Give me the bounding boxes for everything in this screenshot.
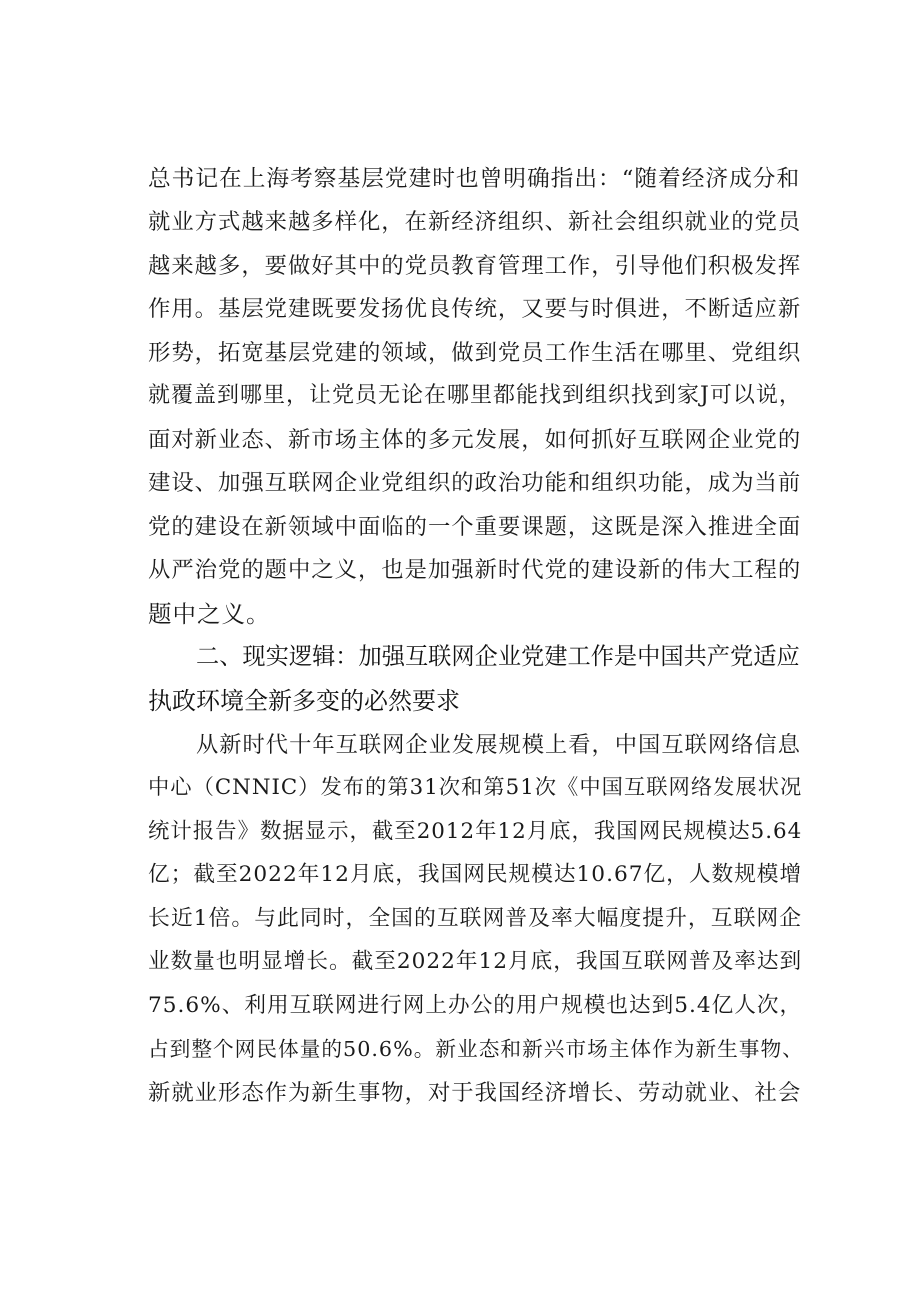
paragraph-line: 从新时代十年互联网企业发展规模上看，中国互联网络信息 (196, 732, 801, 758)
paragraph-line: 中心（CNNIC）发布的第31次和第51次《中国互联网络发展状况 (148, 775, 803, 800)
paragraph-line: 新就业形态作为新生事物，对于我国经济增长、劳动就业、社会 (148, 1080, 802, 1106)
heading-line: 执政环境全新多变的必然要求 (148, 687, 460, 715)
paragraph-line: 亿；截至2022年12月底，我国网民规模达10.67亿，人数规模增 (148, 862, 803, 887)
paragraph-line: 面对新业态、新市场主体的多元发展，如何抓好互联网企业党的 (148, 427, 802, 453)
paragraph-line: 统计报告》数据显示，截至2012年12月底，我国网民规模达5.64 (148, 819, 803, 844)
paragraph-line: 建设、加强互联网企业党组织的政治功能和组织功能，成为当前 (148, 470, 802, 496)
paragraph-line: 业数量也明显增长。截至2022年12月底，我国互联网普及率达到 (148, 949, 803, 974)
paragraph-line: 就覆盖到哪里，让党员无论在哪里都能找到组织找到家J可以说， (148, 383, 802, 408)
paragraph-line: 就业方式越来越多样化，在新经济组织、新社会组织就业的党员 (148, 209, 802, 235)
paragraph-line: 越来越多，要做好其中的党员教育管理工作，引导他们积极发挥 (148, 253, 802, 279)
paragraph-line: 长近1倍。与此同时，全国的互联网普及率大幅度提升，互联网企 (148, 906, 803, 931)
paragraph-line: 党的建设在新领域中面临的一个重要课题，这既是深入推进全面 (148, 514, 802, 540)
paragraph-line: 75.6%、利用互联网进行网上办公的用户规模也达到5.4亿人次， (148, 993, 803, 1018)
paragraph-line: 题中之义。 (148, 600, 271, 628)
paragraph-line: 从严治党的题中之义，也是加强新时代党的建设新的伟大工程的 (148, 557, 802, 583)
paragraph-line: 占到整个网民体量的50.6%。新业态和新兴市场主体作为新生事物、 (148, 1037, 804, 1061)
paragraph-line: 总书记在上海考察基层党建时也曾明确指出：“随着经济成分和 (148, 166, 801, 192)
paragraph-line: 形势，拓宽基层党建的领域，做到党员工作生活在哪里、党组织 (148, 340, 802, 366)
heading-line: 二、现实逻辑：加强互联网企业党建工作是中国共产党适应 (196, 643, 800, 670)
paragraph-line: 作用。基层党建既要发扬优良传统，又要与时俱进，不断适应新 (148, 296, 802, 322)
